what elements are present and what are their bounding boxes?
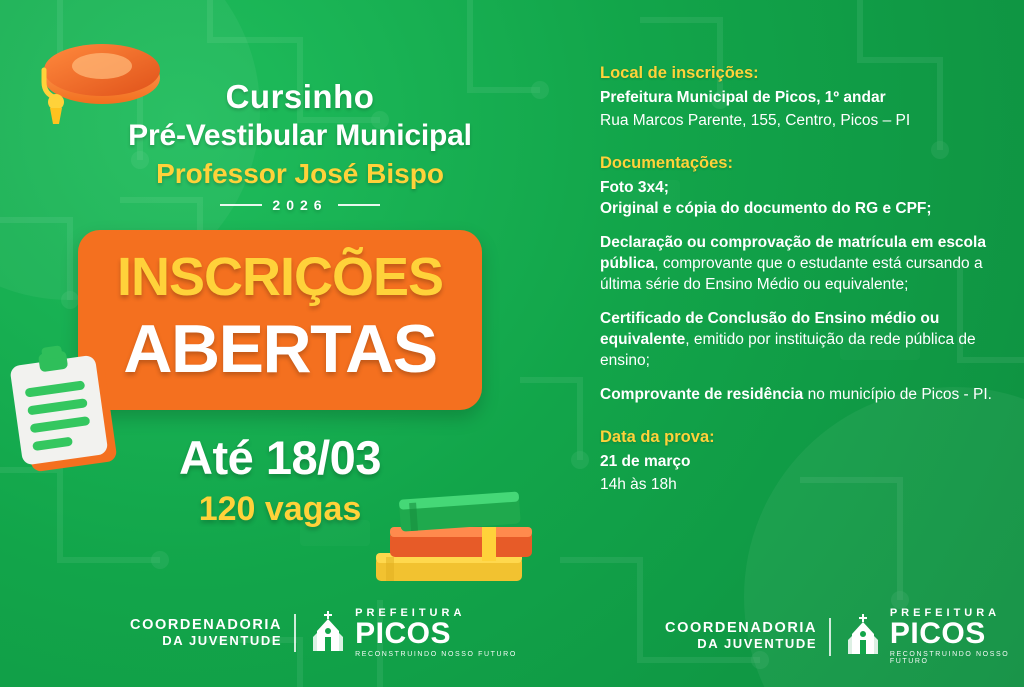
coordenadoria-line-2-right: DA JUVENTUDE [697, 636, 818, 652]
right-column-info [600, 62, 1010, 496]
prefeitura-line-1-right: PREFEITURA [889, 607, 1001, 619]
coordenadoria-logo-right [665, 621, 817, 651]
prefeitura-line-3-right: RECONSTRUINDO NOSSO FUTURO [889, 651, 1010, 665]
local-line-1: Prefeitura Municipal de Picos, 1º andar [600, 89, 886, 107]
church-icon-right [843, 612, 883, 661]
doc-item-5-rest: no município de Picos - PI. [803, 385, 992, 403]
doc-item-2: Original e cópia do documento do RG e CPF; [600, 200, 932, 218]
doc-item-4 [600, 309, 1010, 372]
inscricoes-abertas-badge [78, 230, 482, 410]
doc-item-4-bold: Certificado de Conclusão do Ensino médio ou equivalente [600, 309, 940, 348]
logo-divider-left [294, 614, 296, 652]
year-rule-left [220, 204, 262, 206]
prefeitura-logo-left [308, 608, 517, 658]
prefeitura-wordmark-right [890, 608, 1024, 665]
footer-logo-right [665, 608, 1024, 665]
doc-item-1: Foto 3x4; [600, 179, 669, 197]
badge-line-inscricoes: INSCRIÇÕES [116, 247, 444, 307]
doc-item-group-1 [600, 178, 1010, 220]
title-block [90, 80, 510, 213]
doc-item-3-bold: Declaração ou comprovação de matrícula em escola pública [600, 234, 986, 273]
exam-block [600, 426, 1010, 496]
title-year-row [90, 197, 510, 213]
doc-item-3 [600, 233, 1010, 296]
title-pre-vestibular: Pré-Vestibular Municipal [128, 118, 472, 152]
year-rule-right [338, 204, 380, 206]
local-heading: Local de inscrições: [600, 64, 759, 82]
badge-line-abertas: ABERTAS [123, 311, 437, 387]
doc-item-5-bold: Comprovante de residência [600, 385, 804, 403]
documentacoes-block [600, 152, 1010, 406]
prefeitura-wordmark-left [355, 608, 517, 658]
logo-divider-right [829, 618, 831, 656]
seats-text: 120 vagas [198, 490, 362, 528]
church-icon-left [308, 609, 348, 658]
doc-item-4-rest: , emitido por instituição da rede pública de ensino; [600, 330, 976, 369]
title-cursinho: Cursinho [225, 78, 375, 115]
title-professor: Professor José Bispo [156, 158, 444, 190]
exam-date: 21 de março [600, 452, 691, 470]
prefeitura-logo-right [843, 608, 1024, 665]
footer-logo-left [130, 608, 517, 658]
prefeitura-line-2-right: PICOS [889, 617, 986, 650]
prefeitura-line-3: RECONSTRUINDO NOSSO FUTURO [355, 651, 517, 658]
prefeitura-line-1: PREFEITURA [355, 607, 466, 619]
deadline-text: Até 18/03 [179, 431, 381, 484]
title-year: 2026 [272, 197, 328, 214]
clipboard-icon [2, 345, 132, 480]
coordenadoria-line-1: COORDENADORIA [130, 616, 283, 633]
coordenadoria-logo-left [130, 618, 282, 648]
prefeitura-line-2: PICOS [355, 617, 451, 650]
books-icon [370, 485, 550, 600]
coordenadoria-line-2: DA JUVENTUDE [162, 632, 283, 648]
coordenadoria-line-1-right: COORDENADORIA [665, 620, 818, 637]
local-block [600, 62, 1010, 132]
documentacoes-heading: Documentações: [600, 154, 733, 173]
exam-time: 14h às 18h [600, 475, 677, 493]
local-line-2: Rua Marcos Parente, 155, Centro, Picos – PI [600, 112, 911, 130]
doc-item-5 [600, 385, 1010, 406]
doc-item-3-rest: , comprovante que o estudante está cursando a última série do Ensino Médio ou equivalente; [600, 255, 983, 294]
exam-heading: Data da prova: [600, 427, 715, 446]
